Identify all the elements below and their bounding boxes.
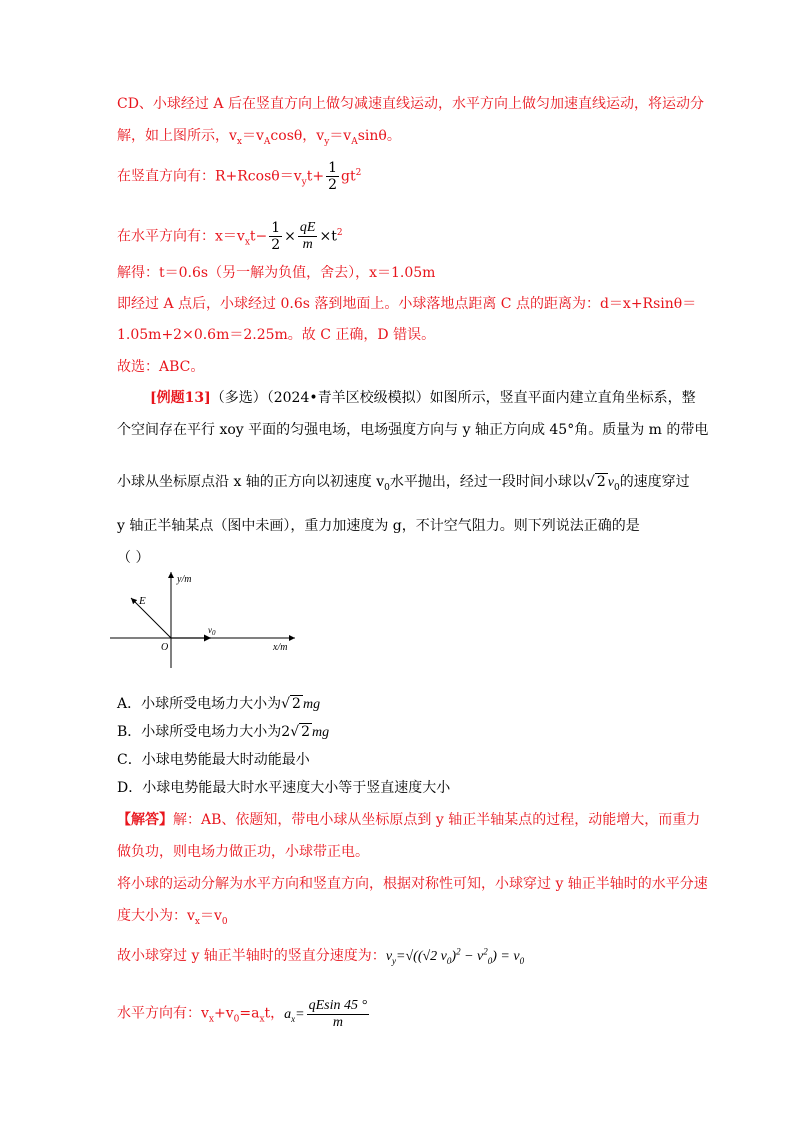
option-b: B．小球所受电场力大小为2√ 2 mg xyxy=(117,724,330,740)
y-axis-label: y/m xyxy=(177,574,192,585)
solution-line-3: 将小球的运动分解为水平方向和竖直方向，根据对称性可知，小球穿过 y 轴正半轴时的水平分速 xyxy=(117,876,708,892)
solution-prev-line-2: 解，如上图所示，$v_x=v_A\cos\theta$，$v_y=v_A\sin\theta$。 xyxy=(117,128,401,147)
example-tag: [例题13] xyxy=(150,390,211,406)
solution-line-2: 做负功，则电场力做正功，小球带正电。 xyxy=(117,844,369,860)
example-line-4: y 轴正半轴某点（图中未画），重力加速度为 g，不计空气阻力。则下列说法正确的是 xyxy=(117,518,640,534)
x-axis-label: x/m xyxy=(273,642,288,653)
solution-line-6: 水平方向有：$v_x+v_0=a_xt$，$a_x=$ $\frac{qEsin 45 ^\circ}{m}$ xyxy=(117,998,368,1030)
example-line-3: 小球从坐标原点沿 x 轴的正方向以初速度 $v_0$水平抛出，经过一段时间小球以√ 2 $v_0$的速度穿过 xyxy=(117,474,690,493)
option-a: A．小球所受电场力大小为√ 2 mg xyxy=(117,696,321,712)
answer-line: 故选：ABC。 xyxy=(117,359,205,375)
solution-prev-line-c2: 1.05m+2×0.6m＝2.25m。故 C 正确，D 错误。 xyxy=(117,327,436,343)
solution-line-1: 【解答】解：AB、依题知，带电小球从坐标原点到 y 轴正半轴某点的过程，动能增大，而重力 xyxy=(117,812,701,828)
solution-line-5: 故小球穿过 y 轴正半轴时的竖直分速度为：$v_y=√((√2$ $v_0)^2 - v^2_0) = v_0$ xyxy=(117,946,525,966)
e-field-arrow xyxy=(131,598,171,638)
option-c: C．小球电势能最大时动能最小 xyxy=(117,752,310,768)
origin-label: O xyxy=(161,642,169,653)
coordinate-diagram xyxy=(105,562,305,672)
solution-line-4: 度大小为：$v_x=v_0$ xyxy=(117,908,228,927)
vertical-equation: 在竖直方向有：$R+Rcos\theta=v_yt+$ $\frac{1}{2}$ $gt^2$ xyxy=(117,160,362,193)
solution-prev-line-c1: 即经过 A 点后，小球经过 0.6s 落到地面上。小球落地点距离 C 点的距离为：d＝x+Rsinθ＝ xyxy=(117,296,697,312)
example-line-5: （ ） xyxy=(117,550,150,566)
solution-tag: 【解答】 xyxy=(117,812,173,828)
solve-line: 解得：t＝0.6s（另一解为负值，舍去），x＝1.05m xyxy=(117,265,436,281)
e-label: E xyxy=(139,595,146,607)
horizontal-equation: 在水平方向有：$x=v_xt-$ $\frac{1}{2}$ × $\frac{qE}{m}$ $\times t^2$ xyxy=(117,220,343,253)
option-d: D．小球电势能最大时水平速度大小等于竖直速度大小 xyxy=(117,780,451,796)
v0-label: $v_0$ xyxy=(208,625,216,637)
example-line-2: 个空间存在平行 xoy 平面的匀强电场，电场强度方向与 y 轴正方向成 45°角。质量为 m 的带电 xyxy=(117,422,709,438)
example-line-1: [例题13]（多选）（2024•青羊区校级模拟）如图所示，竖直平面内建立直角坐标系，整 xyxy=(150,390,696,406)
solution-prev-line-1: CD、小球经过 A 后在竖直方向上做匀减速直线运动，水平方向上做匀加速直线运动，将运动分 xyxy=(117,96,704,112)
